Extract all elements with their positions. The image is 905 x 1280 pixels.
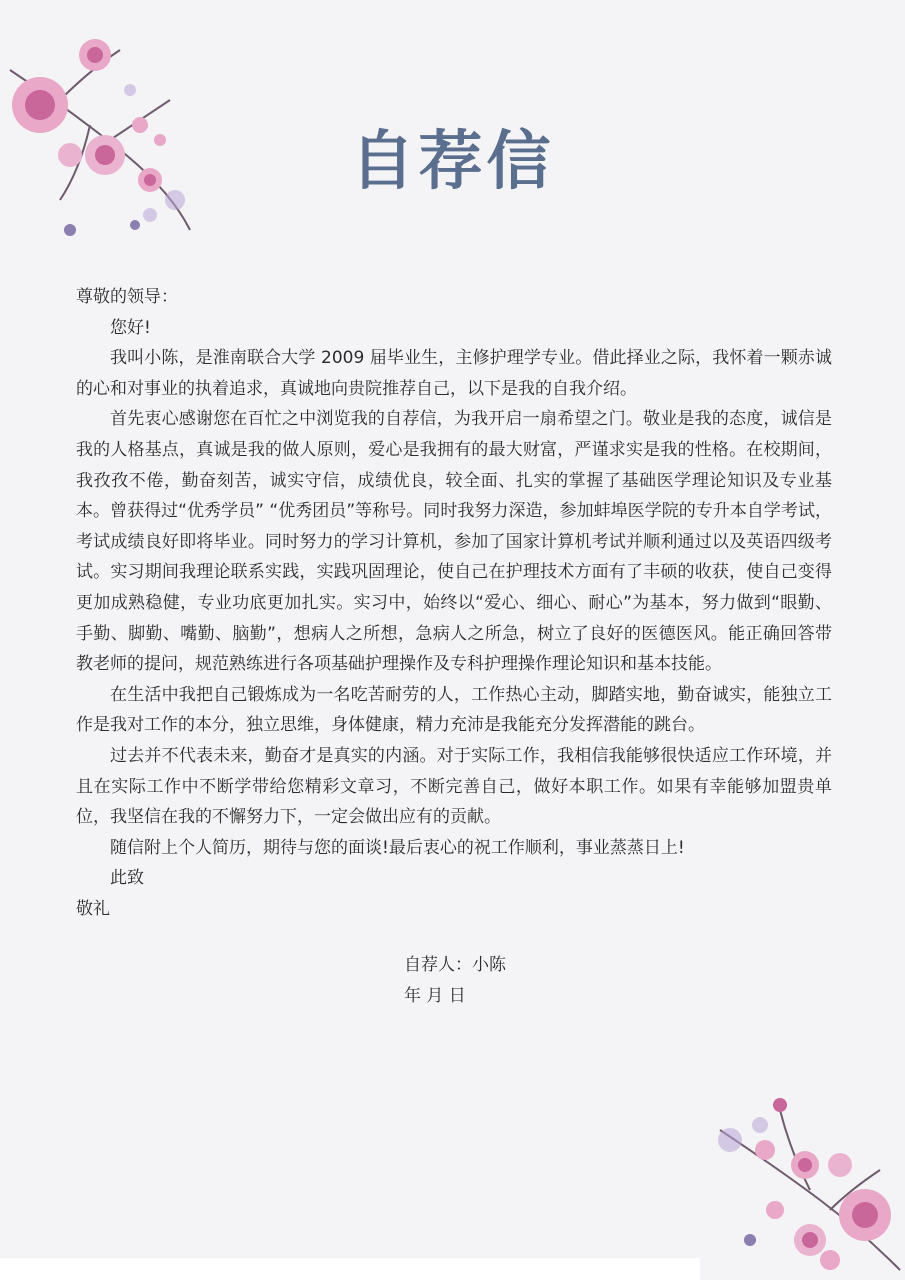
date-line: 年 月 日 xyxy=(404,985,466,1006)
paragraph: 过去并不代表未来，勤奋才是真实的内涵。对于实际工作，我相信我能够很快适应工作环境，并且在实际工作中不断学带给您精彩文章习，不断完善自己，做好本职工作。如果有幸能够加盟贵单位，我坚信在我的不懈努力下，一定会做出应有的贡献。 xyxy=(76,745,832,828)
paragraph: 我叫小陈，是淮南联合大学 2009 届毕业生，主修护理学专业。借此择业之际，我怀着一颗赤诚的心和对事业的执着追求，真诚地向贵院推荐自己，以下是我的自我介绍。 xyxy=(76,348,832,399)
signature: 自荐人：小陈 xyxy=(404,955,506,975)
paragraph: 在生活中我把自己锻炼成为一名吃苦耐劳的人，工作热心主动，脚踏实地，勤奋诚实，能独立工作是我对工作的本分，独立思维，身体健康，精力充沛是我能充分发挥潜能的跳台。 xyxy=(76,684,832,736)
salutation: 尊敬的领导： xyxy=(76,287,178,307)
closing-line: 敬礼 xyxy=(76,898,110,919)
floral-corner-icon xyxy=(700,1090,905,1280)
signature-block xyxy=(404,950,506,1011)
letter-body xyxy=(76,282,832,924)
greeting: 您好! xyxy=(110,317,151,338)
closing-line: 此致 xyxy=(110,868,144,889)
paragraph: 随信附上个人简历，期待与您的面谈!最后衷心的祝工作顺利，事业蒸蒸日上! xyxy=(110,837,685,858)
bottom-edge xyxy=(0,1258,700,1280)
page-title: 自荐信 xyxy=(350,124,555,199)
paragraph: 首先衷心感谢您在百忙之中浏览我的自荐信，为我开启一扇希望之门。敬业是我的态度，诚信是我的人格基点，真诚是我的做人原则，爱心是我拥有的最大财富，严谨求实是我的性格。在校期间，我孜孜不倦，勤奋刻苦，诚实守信，成绩优良，较全面、扎实的掌握了基础医学理论知识及专业基本。曾获得过“优秀学员” “优秀团员”等称号。同时我努力深造，参加蚌埠医学院的专升本自学考试，考试成绩良好即将毕业。同时努力的学习计算机，参加了国家计算机考试并顺利通过以及英语四级考试。实习期间我理论联系实践，实践巩固理论，使自己在护理技术方面有了丰硕的收获，使自己变得更加成熟稳健，专业功底更加扎实。实习中，始终以“爱心、细心、耐心”为基本，努力做到“眼勤、手勤、脚勤、嘴勤、脑勤”，想病人之所想，急病人之所急，树立了良好的医德医风。能正确回答带教老师的提问，规范熟练进行各项基础护理操作及专科护理操作理论知识和基本技能。 xyxy=(76,409,832,675)
